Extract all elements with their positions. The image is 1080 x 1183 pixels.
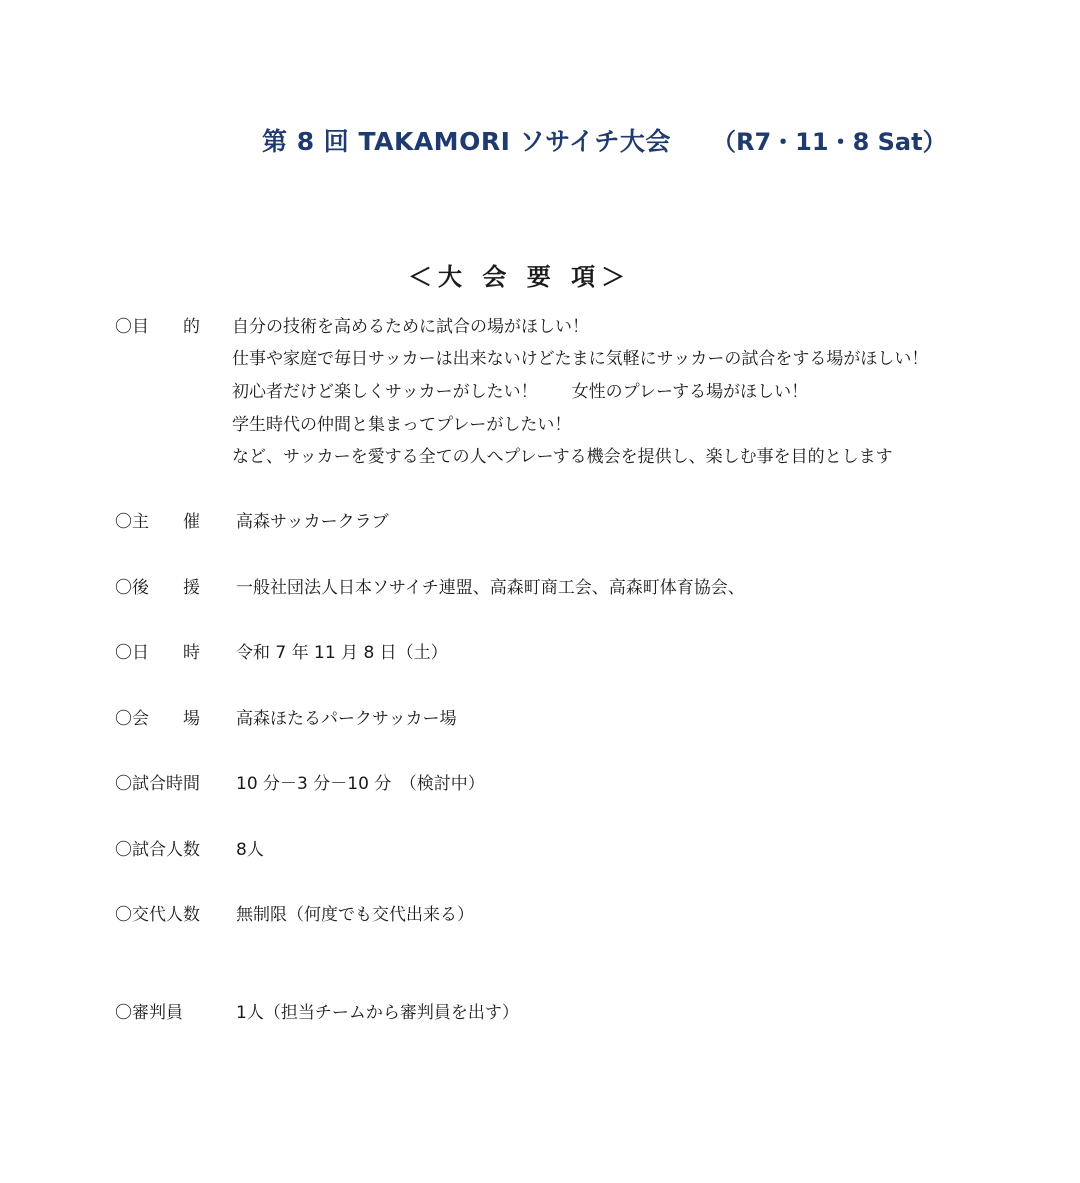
purpose-line: 初心者だけど楽しくサッカーがしたい！ 女性のプレーする場がほしい！ [232, 382, 809, 402]
players-value: 8人 [236, 840, 264, 860]
purpose-line: など、サッカーを愛する全ての人へプレーする機会を提供し、楽しむ事を目的とします [232, 447, 893, 467]
purpose-line: 学生時代の仲間と集まってプレーがしたい！ [232, 415, 572, 435]
venue-label: 〇会 場 [115, 709, 200, 729]
organizer-row [0, 507, 1080, 535]
document-title [0, 122, 1080, 166]
match-time-row [0, 769, 1080, 797]
players-label: 〇試合人数 [115, 840, 200, 860]
sponsor-value: 一般社団法人日本ソサイチ連盟、高森町商工会、高森町体育協会、 [236, 578, 745, 598]
referee-row [0, 998, 1080, 1026]
venue-row [0, 704, 1080, 732]
venue-value: 高森ほたるパークサッカー場 [236, 709, 457, 729]
referee-value: 1人（担当チームから審判員を出す） [236, 1003, 519, 1023]
datetime-label: 〇日 時 [115, 643, 200, 663]
referee-label: 〇審判員 [115, 1003, 183, 1023]
title-main: 第 8 回 TAKAMORI ソサイチ大会 [262, 127, 671, 156]
purpose-line: 自分の技術を高めるために試合の場がほしい！ [232, 317, 589, 337]
organizer-value: 高森サッカークラブ [236, 512, 389, 532]
sponsor-label: 〇後 援 [115, 578, 200, 598]
purpose-label: 〇目 的 [115, 317, 200, 337]
players-row [0, 835, 1080, 863]
organizer-label: 〇主 催 [115, 512, 200, 532]
datetime-value: 令和 7 年 11 月 8 日（土） [236, 643, 448, 663]
sponsor-row [0, 573, 1080, 601]
title-date: （R7・11・8 Sat） [712, 128, 947, 156]
datetime-row [0, 638, 1080, 666]
substitution-label: 〇交代人数 [115, 905, 200, 925]
purpose-line: 仕事や家庭で毎日サッカーは出来ないけどたまに気軽にサッカーの試合をする場がほしい！ [232, 349, 929, 369]
substitution-row [0, 900, 1080, 928]
section-heading: ＜大 会 要 項＞ [408, 263, 632, 291]
substitution-value: 無制限（何度でも交代出来る） [236, 905, 474, 925]
match-time-label: 〇試合時間 [115, 774, 200, 794]
match-time-value: 10 分－3 分－10 分 （検討中） [236, 774, 485, 794]
